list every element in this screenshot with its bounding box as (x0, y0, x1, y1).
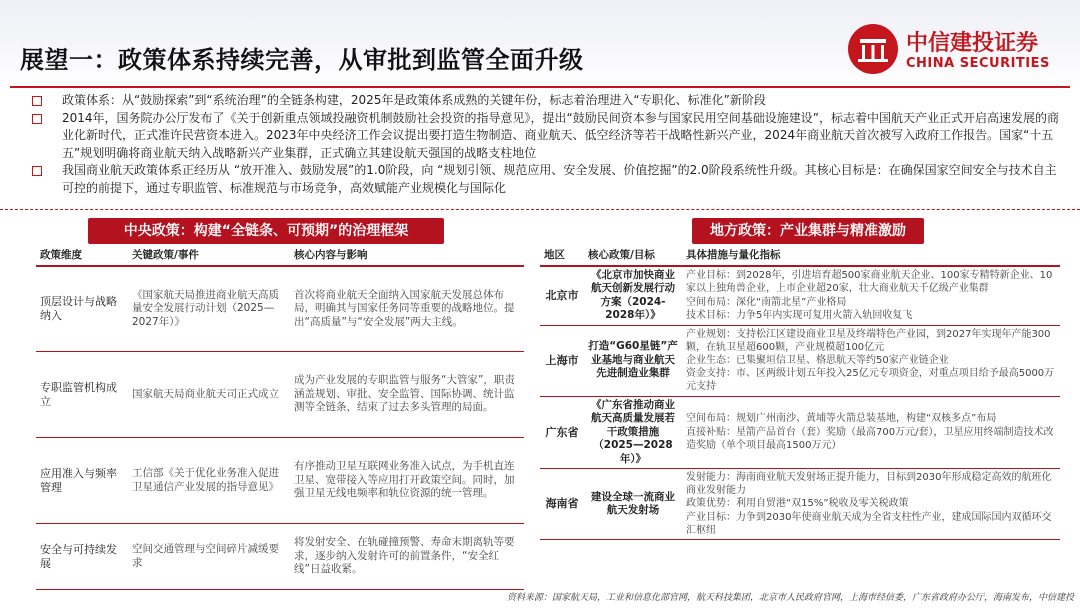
column-header: 政策维度 (36, 247, 128, 266)
square-bullet-icon (32, 114, 42, 124)
bullet-item (32, 162, 1062, 197)
bullet-text: 2014年，国务院办公厅发布了《关于创新重点领域投融资机制鼓励社会投资的指导意见》，提出“鼓励民间资本参与国家民用空间基础设施建设”，标志着中国航天产业正式开启高速发展的商业化新时代，正式准许民营资本进入。2023年中央经济工作会议提出要打造生物制造、商业航天、低空经济等若干战略性新兴产业，2024年商业航天首次被写入政府工作报告。国家“十五五”规划明确将商业航天纳入战略新兴产业集群，正式确立其建设航天强国的战略支柱地位 (62, 110, 1059, 160)
key-policy: 国家航天局商业航天司正式成立 (128, 352, 290, 438)
table-row (36, 438, 524, 524)
core-content: 首次将商业航天全面纳入国家航天发展总体布局，明确其与国家任务同等重要的战略地位。提出“高质量”与“安全发展”两大主线。 (290, 266, 524, 352)
page-title: 展望一：政策体系持续完善，从审批到监管全面升级 (20, 46, 584, 74)
source-note: 资料来源：国家航天局，工业和信息化部官网，航天科技集团，北京市人民政府官网，上海市经信委，广东省政府办公厅，海南发布，中信建投 (506, 593, 1074, 603)
region-measures (682, 469, 1060, 540)
bullet-item (32, 110, 1062, 163)
region-policy: 《北京市加快商业航天创新发展行动方案（2024-2028年）》 (584, 266, 682, 326)
table-row (36, 266, 524, 352)
square-bullet-icon (32, 96, 42, 106)
section-divider (0, 209, 1080, 210)
bullet-text: 我国商业航天政策体系正经历从 “放开准入、鼓励发展”的1.0阶段，向 “规划引领、规范应用、安全发展、价值挖掘”的2.0阶段系统性升级。其核心目标是：在确保国家空间安全与技术自主可控的前提下，通过专职监管、标准规范与市场竞争，高效赋能产业规模化与国际化 (62, 163, 1057, 195)
key-policy: 工信部《关于优化业务准入促进卫星通信产业发展的指导意见》 (128, 438, 290, 524)
region-measures (682, 266, 1060, 326)
measure-line: 空间布局：深化“南箭北星”产业格局 (686, 296, 847, 308)
core-content: 有序推动卫星互联网业务准入试点，为手机直连卫星、宽带接入等应用打开政策空间。同时，加强卫星无线电频率和轨位资源的统一管理。 (290, 438, 524, 524)
policy-dimension: 安全与可持续发展 (36, 524, 128, 590)
measure-line: 政策优势：利用自贸港“双15%”税收及零关税政策 (686, 498, 909, 510)
bullet-text: 政策体系：从“鼓励探索”到“系统治理”的全链条构建，2025年是政策体系成熟的关键年份，标志着治理进入“专职化、标准化”新阶段 (62, 93, 766, 107)
region-measures (682, 325, 1060, 396)
measure-line: 技术目标：力争5年内实现可复用火箭入轨回收复飞 (686, 309, 913, 321)
measure-line: 产业规划：支持松江区建设商业卫星及终端特色产业园，到2027年实现年产能300颗，在轨卫星超600颗，产业规模超100亿元 (686, 328, 1051, 353)
local-policy-banner: 地方政策：产业集群与精准激励 (692, 218, 924, 244)
table-row (540, 469, 1060, 540)
local-policy-table (540, 247, 1060, 540)
measure-line: 产业目标：到2028年，引进培育超500家商业航天企业、100家专精特新企业、10家以上独角兽企业，上市企业超20家，壮大商业航天千亿级产业集群 (686, 270, 1053, 295)
central-policy-banner: 中央政策：构建“全链条、可预期”的治理框架 (88, 218, 444, 244)
core-content: 成为产业发展的专职监管与服务“大管家”，职责涵盖规划、审批、安全监管、国际协调、统计监测等全链条，结束了过去多头管理的局面。 (290, 352, 524, 438)
column-header: 核心政策/目标 (584, 247, 682, 266)
key-policy: 《国家航天局推进商业航天高质量安全发展行动计划（2025—2027年）》 (128, 266, 290, 352)
measure-line: 资金支持：市、区两级计划五年投入25亿元专项资金，对重点项目给予最高5000万元支持 (686, 368, 1055, 393)
column-header: 具体措施与量化指标 (682, 247, 1060, 266)
table-row (540, 325, 1060, 396)
policy-dimension: 应用准入与频率管理 (36, 438, 128, 524)
title-divider (10, 86, 1070, 88)
square-bullet-icon (32, 166, 42, 176)
key-policy: 空间交通管理与空间碎片减缓要求 (128, 524, 290, 590)
summary-bullets (32, 92, 1062, 197)
logo-english-text: CHINA SECURITIES (906, 56, 1050, 71)
measure-line: 产业目标：力争到2030年使商业航天成为全省支柱性产业，建成国际国内双循环交汇枢纽 (686, 511, 1052, 536)
region-policy: 打造“G60星链”产业基地与商业航天先进制造业集群 (584, 325, 682, 396)
measure-line: 直接补贴：星箭产品首台（套）奖励（最高700万元/套），卫星应用终端制造技术改造奖励（单个项目最高1500万元） (686, 426, 1054, 451)
measure-line: 企业生态：已集聚垣信卫星、格思航天等约50家产业链企业 (686, 354, 949, 366)
region-name: 广东省 (540, 396, 584, 469)
central-policy-table (36, 247, 524, 590)
region-measures (682, 396, 1060, 469)
region-policy: 建设全球一流商业航天发射场 (584, 469, 682, 540)
table-row (540, 396, 1060, 469)
logo-chinese-text: 中信建投证券 (906, 31, 1039, 56)
region-name: 上海市 (540, 325, 584, 396)
region-name: 海南省 (540, 469, 584, 540)
citic-emblem-icon (848, 24, 898, 74)
policy-dimension: 专职监管机构成立 (36, 352, 128, 438)
policy-dimension: 顶层设计与战略纳入 (36, 266, 128, 352)
table-row (36, 352, 524, 438)
core-content: 将发射安全、在轨碰撞预警、寿命末期离轨等要求，逐步纳入发射许可的前置条件，“安全红线”日益收紧。 (290, 524, 524, 590)
measure-line: 空间布局：规划广州南沙、黄埔等火箭总装基地，构建“双核多点”布局 (686, 413, 997, 425)
table-row (540, 266, 1060, 326)
region-name: 北京市 (540, 266, 584, 326)
column-header: 地区 (540, 247, 584, 266)
bullet-item (32, 92, 1062, 110)
column-header: 核心内容与影响 (290, 247, 524, 266)
column-header: 关键政策/事件 (128, 247, 290, 266)
table-row (36, 524, 524, 590)
company-logo (848, 22, 1068, 78)
region-policy: 《广东省推动商业航天高质量发展若干政策措施（2025—2028年）》 (584, 396, 682, 469)
measure-line: 发射能力：海南商业航天发射场正提升能力，目标到2030年形成稳定高效的航班化商业发射能力 (686, 472, 1052, 497)
